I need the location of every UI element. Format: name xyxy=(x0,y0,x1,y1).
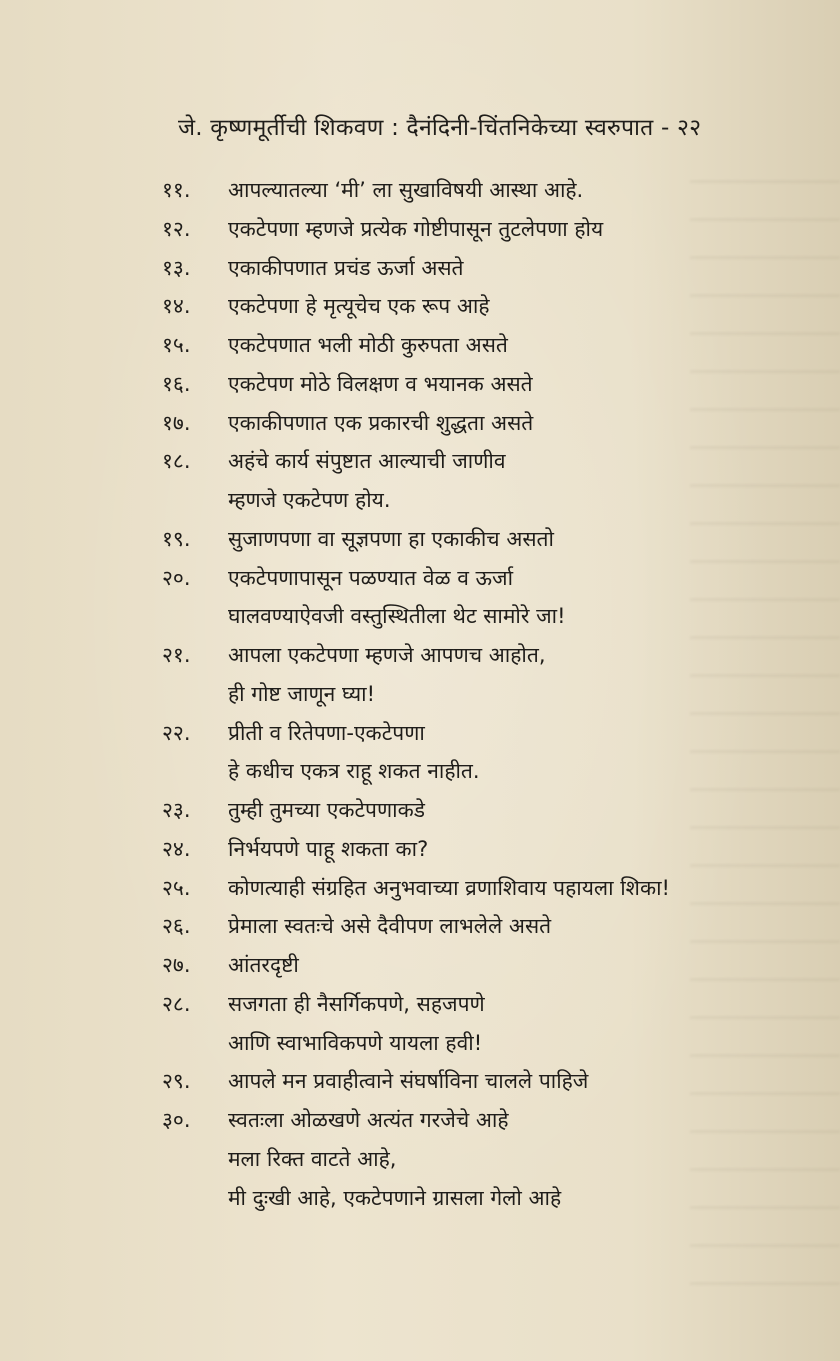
list-item-number: १४. xyxy=(162,294,191,319)
list-item-text: ही गोष्ट जाणून घ्या! xyxy=(228,681,376,706)
list-item-text: एकटेपणा म्हणजे प्रत्येक गोष्टीपासून तुटलेपणा होय xyxy=(228,216,604,241)
list-item-number: २७. xyxy=(162,953,191,977)
list-item-text: आंतरदृष्टी xyxy=(228,953,299,977)
list-item-text: प्रीती व रितेपणा-एकटेपणा xyxy=(228,720,425,745)
list-item-text: आपल्यातल्या ‘मी’ ला सुखाविषयी आस्था आहे. xyxy=(228,178,584,202)
list-item-number: १८. xyxy=(162,449,191,474)
list-item-number: २२. xyxy=(162,720,191,745)
list-item-number: २१. xyxy=(162,643,191,667)
list-item-text: घालवण्याऐवजी वस्तुस्थितीला थेट सामोरे जा! xyxy=(228,604,566,629)
list-item-number: १७. xyxy=(162,410,191,435)
list-item-text: एकटेपणा हे मृत्यूचेच एक रूप आहे xyxy=(228,294,490,319)
list-item-number: २३. xyxy=(162,798,191,822)
list-item-text: प्रेमाला स्वतःचे असे दैवीपण लाभलेले असते xyxy=(228,914,552,939)
list-item-text: एकटेपणापासून पळण्यात वेळ व ऊर्जा xyxy=(228,565,514,590)
list-item-text: कोणत्याही संग्रहित अनुभवाच्या व्रणाशिवाय पहायला शिका! xyxy=(228,875,670,900)
list-item-number: २९. xyxy=(162,1069,191,1094)
running-header: जे. कृष्णमूर्तीची शिकवण : दैनंदिनी-चिंतनिकेच्या स्वरुपात - २२ xyxy=(178,115,702,141)
list-item-text: सजगता ही नैसर्गिकपणे, सहजपणे xyxy=(228,991,485,1016)
list-item-text: आणि स्वाभाविकपणे यायला हवी! xyxy=(228,1030,483,1055)
list-item-text: हे कधीच एकत्र राहू शकत नाहीत. xyxy=(228,759,480,784)
list-item-number: २०. xyxy=(162,565,191,590)
list-item-text: मी दुःखी आहे, एकटेपणाने ग्रासला गेलो आहे xyxy=(228,1185,562,1210)
list-item-number: २४. xyxy=(162,836,191,861)
list-item-text: म्हणजे एकटेपण होय. xyxy=(228,488,391,512)
list-item-number: २६. xyxy=(162,914,191,939)
list-item-text: अहंचे कार्य संपुष्टात आल्याची जाणीव xyxy=(228,449,506,474)
list-item-text: एकटेपणात भली मोठी कुरुपता असते xyxy=(228,333,508,357)
list-item-number: १९. xyxy=(162,526,191,551)
list-item-text: स्वतःला ओळखणे अत्यंत गरजेचे आहे xyxy=(228,1108,509,1132)
list-item-number: १६. xyxy=(162,371,191,396)
list-item-number: १५. xyxy=(162,333,191,357)
list-item-number: १२. xyxy=(162,216,191,241)
list-item-text: एकाकीपणात एक प्रकारची शुद्धता असते xyxy=(228,410,534,435)
list-item-text: एकाकीपणात प्रचंड ऊर्जा असते xyxy=(228,255,464,280)
list-item-number: २८. xyxy=(162,991,191,1016)
list-item-text: तुम्ही तुमच्या एकटेपणाकडे xyxy=(228,798,425,822)
list-item-text: मला रिक्त वाटते आहे, xyxy=(228,1146,397,1171)
list-item-number: ३०. xyxy=(162,1108,191,1132)
list-item-number: २५. xyxy=(162,875,191,900)
list-item-text: आपले मन प्रवाहीत्वाने संघर्षाविना चालले पाहिजे xyxy=(228,1069,589,1094)
list-item-number: १३. xyxy=(162,255,191,280)
list-item-text: सुजाणपणा वा सूज्ञपणा हा एकाकीच असतो xyxy=(228,526,554,551)
list-item-text: एकटेपण मोठे विलक्षण व भयानक असते xyxy=(228,371,533,396)
list-item-text: निर्भयपणे पाहू शकता का? xyxy=(228,836,429,861)
list-item-text: आपला एकटेपणा म्हणजे आपणच आहोत, xyxy=(228,643,546,667)
list-item-number: ११. xyxy=(162,178,191,202)
